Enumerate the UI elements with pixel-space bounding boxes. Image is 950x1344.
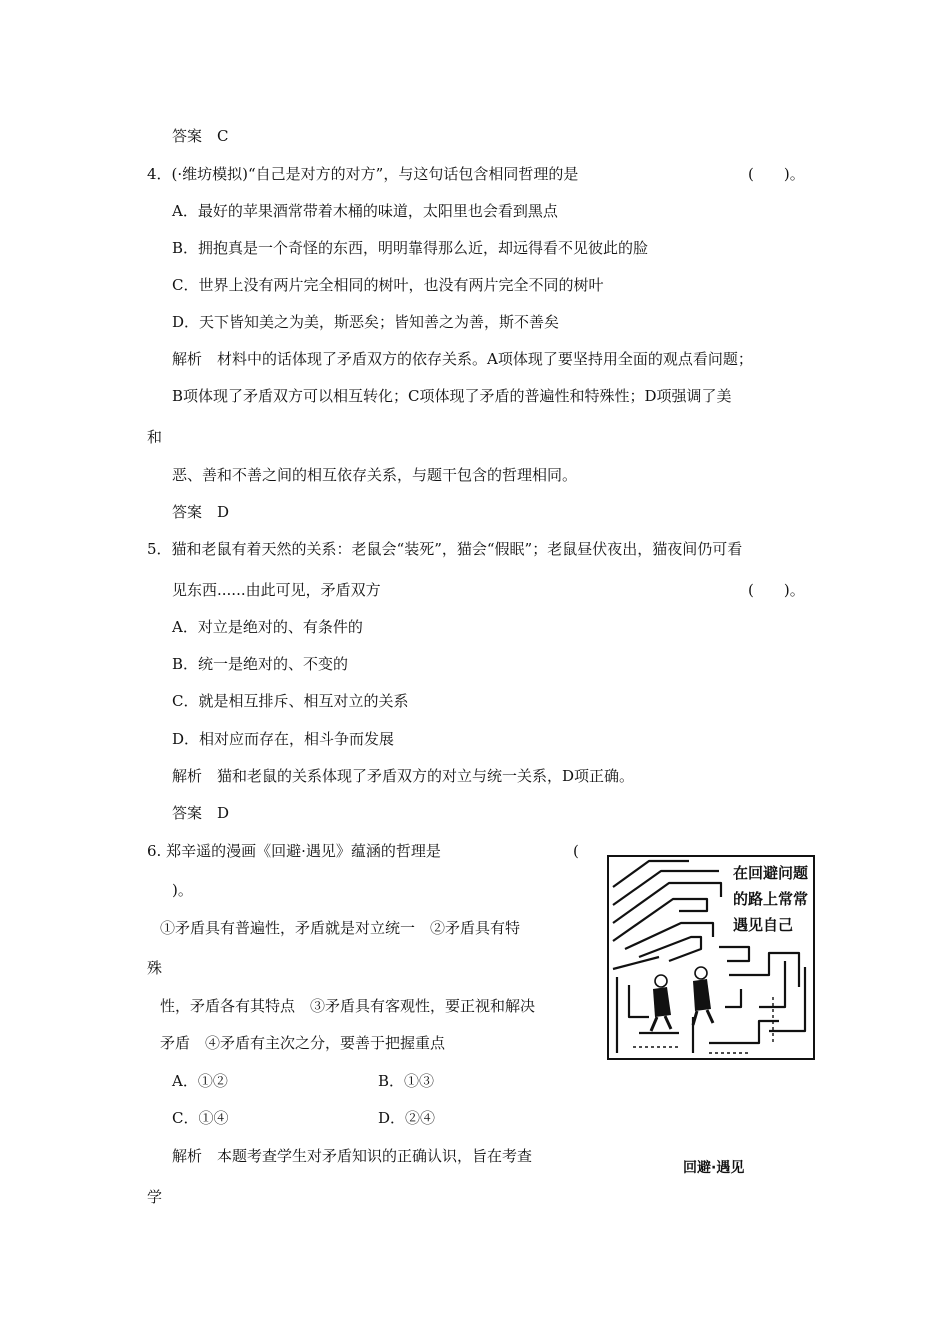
q4-option-b: B．拥抱真是一个奇怪的东西，明明靠得那么近，却远得看不见彼此的脸 (172, 239, 649, 257)
q4-analysis-2: B项体现了矛盾双方可以相互转化；C项体现了矛盾的普遍性和特殊性；D项强调了美 (172, 387, 732, 405)
q6-statements-1: ①矛盾具有普遍性，矛盾就是对立统一 ②矛盾具有特 (160, 919, 521, 937)
q6-statements-3: 性，矛盾各有其特点 ③矛盾具有客观性，要正视和解决 (160, 997, 536, 1015)
q4-option-d: D．天下皆知美之为美，斯恶矣；皆知善之为善，斯不善矣 (172, 313, 560, 331)
question-4-bracket: ( )。 (748, 165, 805, 183)
cartoon-text-line-2: 的路上常常 (733, 890, 809, 908)
q4-option-c: C．世界上没有两片完全相同的树叶，也没有两片完全不同的树叶 (172, 276, 604, 294)
q6-analysis-2: 学 (147, 1188, 163, 1206)
q6-statements-4: 矛盾 ④矛盾有主次之分，要善于把握重点 (160, 1034, 446, 1052)
q6-option-d: D．②④ (378, 1109, 436, 1127)
q5-option-d: D．相对应而存在，相斗争而发展 (172, 730, 395, 748)
cartoon-image (607, 855, 815, 1060)
q4-analysis-4: 恶、善和不善之间的相互依存关系，与题干包含的哲理相同。 (172, 466, 578, 484)
figure-caption: 回避·遇见 (683, 1160, 745, 1176)
q6-option-c: C．①④ (172, 1109, 229, 1127)
q5-option-a: A．对立是绝对的、有条件的 (172, 618, 363, 636)
maze-illustration (609, 857, 813, 1058)
question-5-stem-1: 5．猫和老鼠有着天然的关系：老鼠会“装死”，猫会“假眠”；老鼠昼伏夜出，猫夜间仍可看 (147, 540, 743, 558)
cartoon-text-line-3: 遇见自己 (733, 916, 794, 934)
q4-analysis-1: 解析 材料中的话体现了矛盾双方的依存关系。A项体现了要坚持用全面的观点看问题； (172, 350, 753, 368)
q4-option-a: A．最好的苹果酒常带着木桶的味道，太阳里也会看到黑点 (172, 202, 558, 220)
answer-4: 答案 D (172, 503, 230, 521)
question-6-stem: 6. 郑辛遥的漫画《回避·遇见》蕴涵的哲理是 (147, 842, 441, 860)
question-5-bracket: ( )。 (748, 581, 805, 599)
q5-analysis: 解析 猫和老鼠的关系体现了矛盾双方的对立与统一关系，D项正确。 (172, 767, 635, 785)
question-6-bracket-close: )。 (172, 881, 193, 899)
q4-analysis-3: 和 (147, 428, 163, 446)
answer-5: 答案 D (172, 804, 230, 822)
question-5-stem-2: 见东西......由此可见，矛盾双方 (172, 581, 381, 599)
q5-option-c: C．就是相互排斥、相互对立的关系 (172, 692, 409, 710)
answer-3: 答案 C (172, 127, 229, 145)
walking-figure-right (693, 967, 713, 1025)
question-4-stem: 4．(·维坊模拟)“自己是对方的对方”，与这句话包含相同哲理的是 (147, 165, 579, 183)
q6-option-b: B．①③ (378, 1072, 435, 1090)
q6-statements-2: 殊 (147, 959, 163, 977)
cartoon-text-line-1: 在回避问题 (733, 864, 809, 882)
walking-figure-left (651, 975, 671, 1031)
question-6-bracket-open: ( (573, 842, 579, 860)
q6-option-a: A．①② (172, 1072, 228, 1090)
q6-analysis-1: 解析 本题考查学生对矛盾知识的正确认识，旨在考查 (172, 1147, 533, 1165)
q5-option-b: B．统一是绝对的、不变的 (172, 655, 349, 673)
